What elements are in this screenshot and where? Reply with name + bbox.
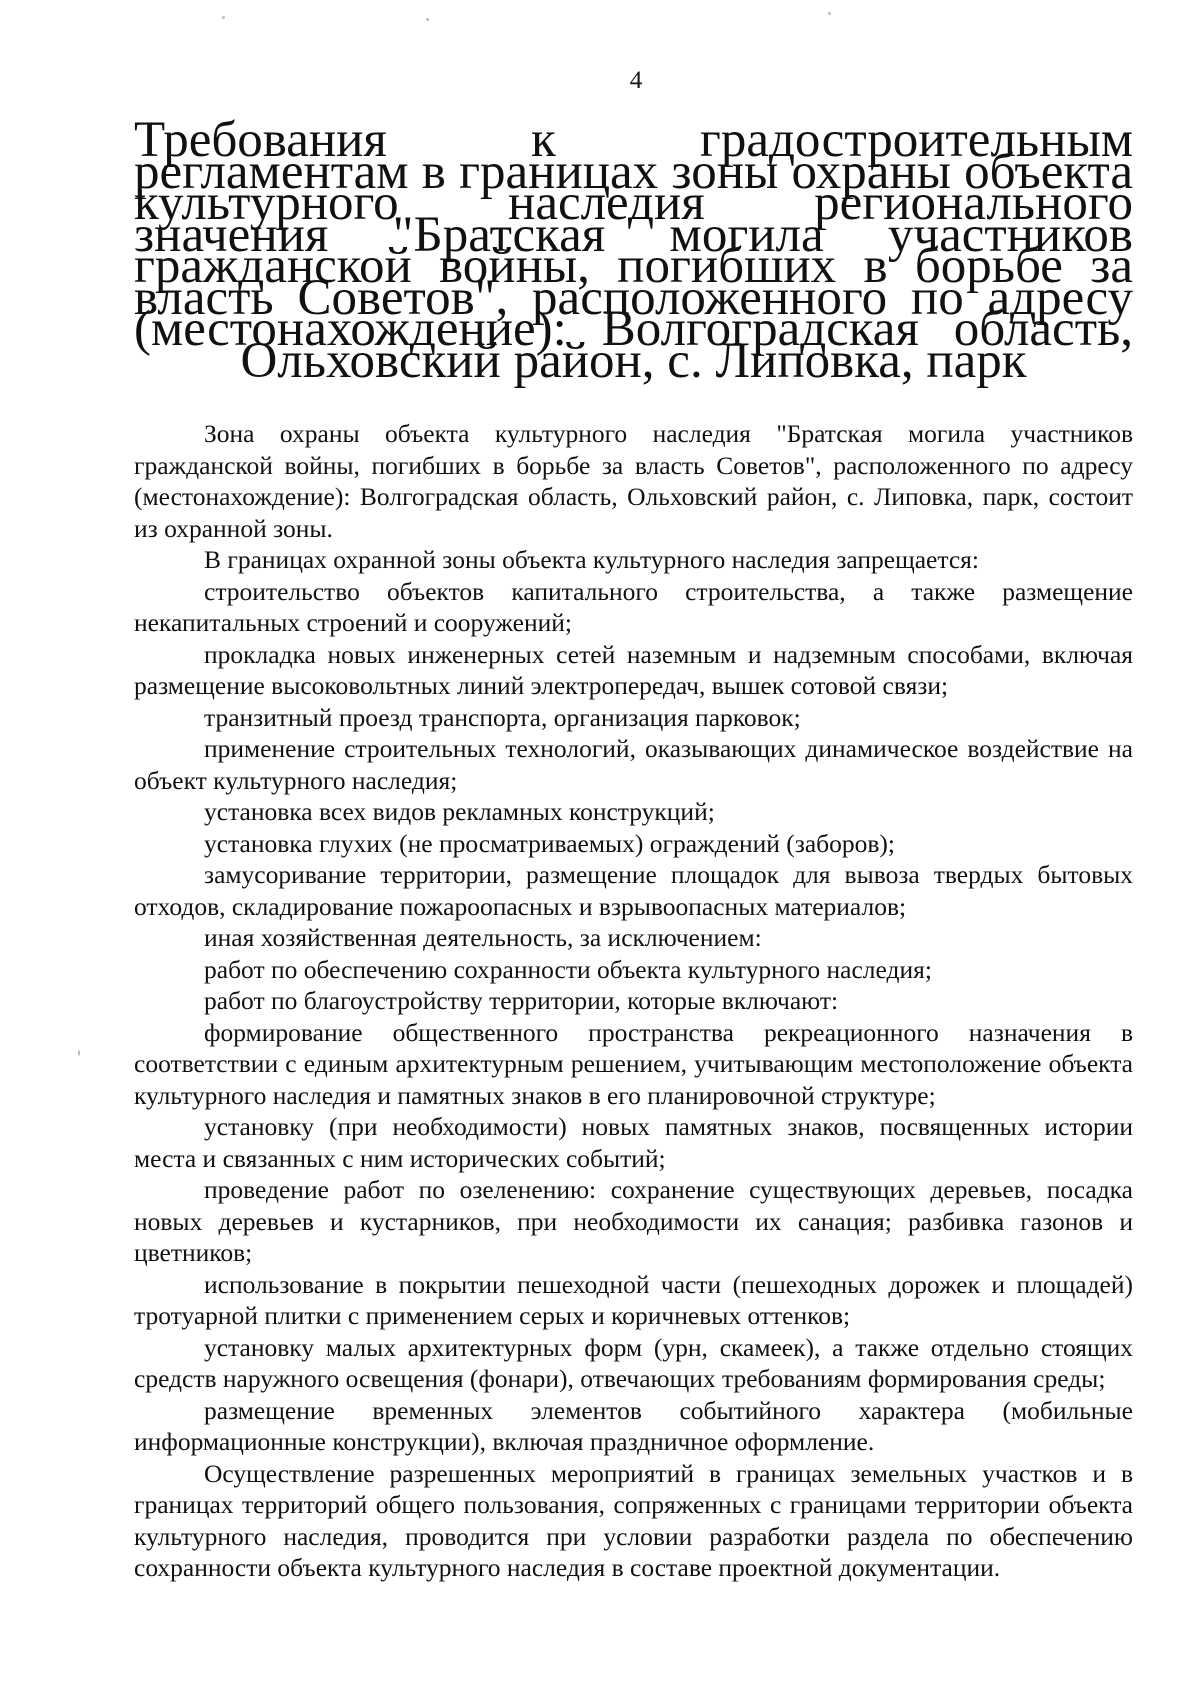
document-title-text: Требования к градостроительным регламентам в границах зоны охраны объекта культурного наследия регионального значения "Братская могила участников гражданской войны, погибших в борьбе за власть Советов", расположенного по адресу (местонахождение): Волгоградская область, Ольховский район, с. Липовка, парк xyxy=(134,112,1133,389)
scan-speck xyxy=(426,18,429,21)
paragraph-transit-parking: транзитный проезд транспорта, организация парковок; xyxy=(204,702,801,732)
paragraph-engineering-networks: прокладка новых инженерных сетей наземным и надземным способами, включая размещение высоковольтных линий электропередач, вышек сотовой связи; xyxy=(134,639,1133,700)
paragraph-small-forms: установку малых архитектурных форм (урн, скамеек), а также отдельно стоящих средств наружного освещения (фонари), отвечающих требованиям формирования среды; xyxy=(134,1332,1133,1393)
scan-speck xyxy=(78,1050,80,1056)
paragraph-paving: использование в покрытии пешеходной части (пешеходных дорожек и площадей) тротуарной плитки с применением серых и коричневых оттенков; xyxy=(134,1269,1133,1330)
document-body xyxy=(134,112,1133,1584)
scan-speck xyxy=(222,16,225,19)
paragraph-preservation-works: работ по обеспечению сохранности объекта культурного наследия; xyxy=(204,954,932,984)
paragraph-solid-fences: установка глухих (не просматриваемых) ограждений (заборов); xyxy=(204,828,895,858)
paragraph-memorial-signs: установку (при необходимости) новых памятных знаков, посвященных истории места и связанных с ним исторических событий; xyxy=(134,1112,1133,1173)
paragraph-permitted-measures: Осуществление разрешенных мероприятий в границах земельных участков и в границах территорий общего пользования, сопряженных с границами территории объекта культурного наследия, проводится при условии разработки раздела по обеспечению сохранности объекта культурного наследия в составе проектной документации. xyxy=(134,1458,1133,1582)
paragraph-landscaping-works: работ по благоустройству территории, которые включают: xyxy=(204,986,839,1015)
paragraph-waste-storage: замусоривание территории, размещение площадок для вывоза твердых бытовых отходов, складирование пожароопасных и взрывоопасных материалов; xyxy=(134,860,1133,921)
page-number: 4 xyxy=(629,67,643,94)
paragraph-advertising: установка всех видов рекламных конструкций; xyxy=(204,797,715,826)
paragraph-greening: проведение работ по озеленению: сохранение существующих деревьев, посадка новых деревьев и кустарников, при необходимости их санация; разбивка газонов и цветников; xyxy=(134,1175,1133,1267)
paragraph-capital-construction: строительство объектов капитального строительства, а также размещение некапитальных строений и сооружений; xyxy=(134,576,1133,637)
paragraph-prohibitions-intro: В границах охранной зоны объекта культурного наследия запрещается: xyxy=(204,545,979,574)
paragraph-zone-description: Зона охраны объекта культурного наследия "Братская могила участников гражданской войны, погибших в борьбе за власть Советов", расположенного по адресу (местонахождение): Волгоградская область, Ольховский район, с. Липовка, парк, состоит из охранной зоны. xyxy=(134,419,1133,543)
document-title xyxy=(134,112,1133,389)
paragraph-dynamic-impact: применение строительных технологий, оказывающих динамическое воздействие на объект культурного наследия; xyxy=(134,734,1133,795)
paragraph-other-activity: иная хозяйственная деятельность, за исключением: xyxy=(204,923,762,952)
paragraph-public-space: формирование общественного пространства рекреационного назначения в соответствии с единым архитектурным решением, учитывающим местоположение объекта культурного наследия и памятных знаков в его планировочной структуре; xyxy=(134,1017,1133,1110)
scan-speck xyxy=(828,12,831,15)
paragraph-temporary-elements: размещение временных элементов событийного характера (мобильные информационные конструкции), включая праздничное оформление. xyxy=(134,1395,1133,1456)
